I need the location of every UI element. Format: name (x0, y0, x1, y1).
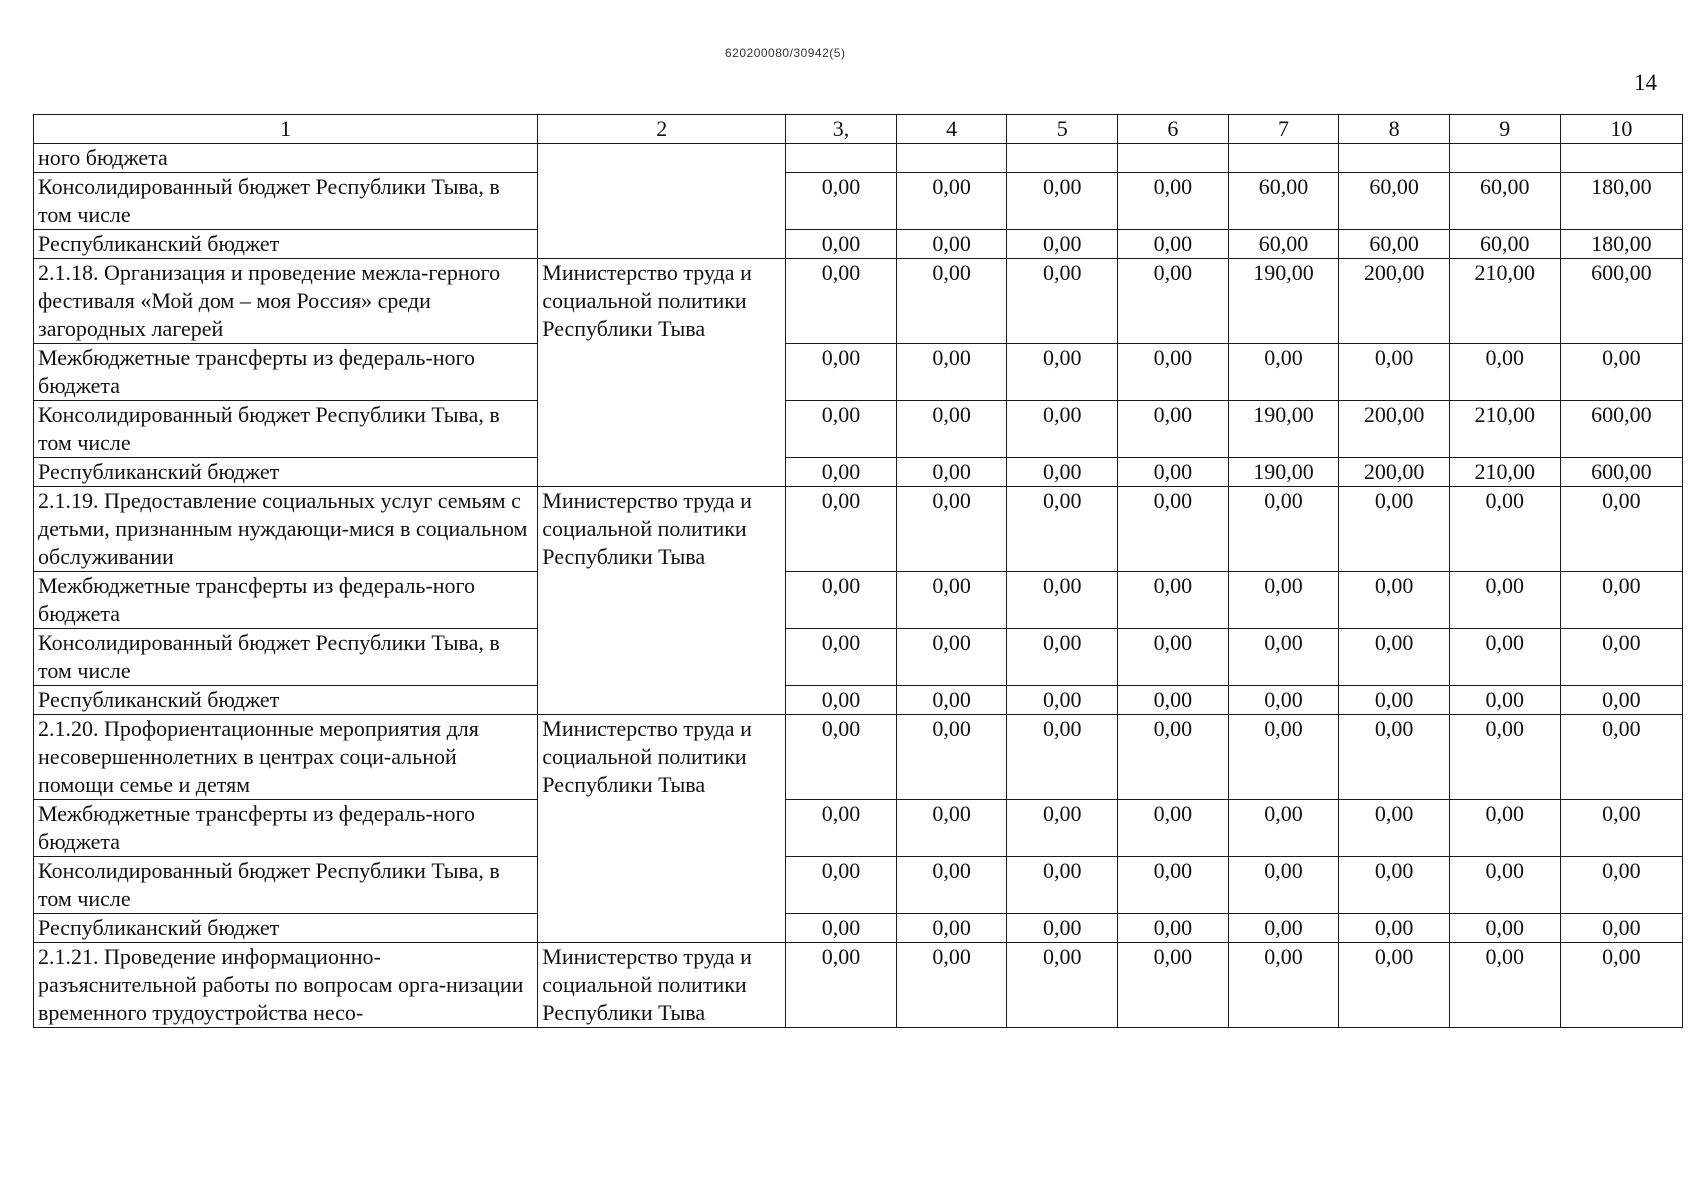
value-cell-col-9: 0,00 (1449, 914, 1560, 943)
value-cell-col-5: 0,00 (1007, 173, 1118, 230)
header-cell-1: 1 (34, 115, 538, 144)
value-cell-col-6: 0,00 (1118, 173, 1229, 230)
row-label: Республиканский бюджет (34, 458, 538, 487)
value-cell-col-8: 200,00 (1339, 259, 1450, 344)
value-cell-col-8: 0,00 (1339, 914, 1450, 943)
value-cell-col-10: 0,00 (1560, 344, 1682, 401)
header-cell-9: 9 (1449, 115, 1560, 144)
value-cell-col-10: 0,00 (1560, 857, 1682, 914)
value-cell-col-3: 0,00 (786, 686, 897, 715)
measure-title: 2.1.21. Проведение информационно-разъяснительной работы по вопросам орга-низации временного трудоустройства несо- (34, 943, 538, 1028)
value-cell-col-5: 0,00 (1007, 401, 1118, 458)
value-cell-col-8: 60,00 (1339, 173, 1450, 230)
value-cell-col-3: 0,00 (786, 572, 897, 629)
value-cell-col-6: 0,00 (1118, 715, 1229, 800)
value-cell-col-9: 0,00 (1449, 487, 1560, 572)
value-cell-col-4: 0,00 (896, 401, 1007, 458)
value-cell-col-5: 0,00 (1007, 914, 1118, 943)
value-cell-col-8: 200,00 (1339, 458, 1450, 487)
value-cell-col-6: 0,00 (1118, 800, 1229, 857)
value-cell-col-9: 0,00 (1449, 686, 1560, 715)
value-cell-col-7: 0,00 (1228, 943, 1339, 1028)
value-cell-col-6: 0,00 (1118, 487, 1229, 572)
value-cell-col-3: 0,00 (786, 344, 897, 401)
value-cell-col-5 (1007, 144, 1118, 173)
value-cell-col-6: 0,00 (1118, 629, 1229, 686)
measure-title: 2.1.20. Профориентационные мероприятия для несовершеннолетних в центрах соци-альной помощи семье и детям (34, 715, 538, 800)
value-cell-col-5: 0,00 (1007, 857, 1118, 914)
value-cell-col-5: 0,00 (1007, 230, 1118, 259)
value-cell-col-5: 0,00 (1007, 458, 1118, 487)
value-cell-col-9: 0,00 (1449, 629, 1560, 686)
value-cell-col-9: 210,00 (1449, 458, 1560, 487)
value-cell-col-3: 0,00 (786, 487, 897, 572)
value-cell-col-7: 190,00 (1228, 458, 1339, 487)
value-cell-col-6: 0,00 (1118, 401, 1229, 458)
value-cell-col-7: 0,00 (1228, 572, 1339, 629)
value-cell-col-9: 60,00 (1449, 230, 1560, 259)
value-cell-col-7 (1228, 144, 1339, 173)
value-cell-col-4: 0,00 (896, 173, 1007, 230)
value-cell-col-7: 0,00 (1228, 857, 1339, 914)
value-cell-col-3: 0,00 (786, 401, 897, 458)
table-row (34, 686, 1683, 715)
value-cell-col-4: 0,00 (896, 800, 1007, 857)
value-cell-col-7: 0,00 (1228, 914, 1339, 943)
value-cell-col-8: 0,00 (1339, 943, 1450, 1028)
value-cell-col-5: 0,00 (1007, 686, 1118, 715)
header-cell-2: 2 (538, 115, 786, 144)
header-cell-4: 4 (896, 115, 1007, 144)
value-cell-col-6: 0,00 (1118, 572, 1229, 629)
value-cell-col-6: 0,00 (1118, 914, 1229, 943)
table-row (34, 715, 1683, 800)
value-cell-col-5: 0,00 (1007, 943, 1118, 1028)
value-cell-col-4: 0,00 (896, 230, 1007, 259)
value-cell-col-10: 0,00 (1560, 715, 1682, 800)
table-row (34, 487, 1683, 572)
value-cell-col-3: 0,00 (786, 715, 897, 800)
row-label: Консолидированный бюджет Республики Тыва, в том числе (34, 401, 538, 458)
value-cell-col-6 (1118, 144, 1229, 173)
value-cell-col-5: 0,00 (1007, 259, 1118, 344)
executor-cell: Министерство труда и социальной политики Республики Тыва (538, 715, 786, 943)
row-label: Межбюджетные трансферты из федераль-ного бюджета (34, 572, 538, 629)
value-cell-col-10 (1560, 144, 1682, 173)
value-cell-col-3: 0,00 (786, 943, 897, 1028)
table-row (34, 800, 1683, 857)
table-row (34, 943, 1683, 1028)
value-cell-col-9: 0,00 (1449, 857, 1560, 914)
table-row (34, 857, 1683, 914)
value-cell-col-10: 600,00 (1560, 401, 1682, 458)
row-label: Консолидированный бюджет Республики Тыва, в том числе (34, 629, 538, 686)
value-cell-col-10: 180,00 (1560, 173, 1682, 230)
value-cell-col-7: 190,00 (1228, 259, 1339, 344)
table-row (34, 259, 1683, 344)
value-cell-col-10: 0,00 (1560, 629, 1682, 686)
table-row (34, 914, 1683, 943)
table-row (34, 144, 1683, 173)
budget-table (33, 114, 1683, 1028)
value-cell-col-4: 0,00 (896, 259, 1007, 344)
table-row (34, 344, 1683, 401)
table-body (34, 115, 1683, 1028)
table-row (34, 572, 1683, 629)
value-cell-col-10: 600,00 (1560, 259, 1682, 344)
table-row (34, 629, 1683, 686)
value-cell-col-10: 0,00 (1560, 800, 1682, 857)
table-row (34, 173, 1683, 230)
value-cell-col-8: 0,00 (1339, 487, 1450, 572)
value-cell-col-8: 0,00 (1339, 800, 1450, 857)
value-cell-col-4: 0,00 (896, 686, 1007, 715)
value-cell-col-3: 0,00 (786, 458, 897, 487)
value-cell-col-7: 0,00 (1228, 487, 1339, 572)
value-cell-col-9: 210,00 (1449, 259, 1560, 344)
value-cell-col-4 (896, 144, 1007, 173)
value-cell-col-6: 0,00 (1118, 259, 1229, 344)
value-cell-col-8: 0,00 (1339, 629, 1450, 686)
value-cell-col-6: 0,00 (1118, 230, 1229, 259)
value-cell-col-3 (786, 144, 897, 173)
value-cell-col-6: 0,00 (1118, 458, 1229, 487)
value-cell-col-3: 0,00 (786, 800, 897, 857)
executor-cell: Министерство труда и социальной политики Республики Тыва (538, 943, 786, 1028)
value-cell-col-8: 0,00 (1339, 572, 1450, 629)
value-cell-col-9: 210,00 (1449, 401, 1560, 458)
value-cell-col-7: 190,00 (1228, 401, 1339, 458)
value-cell-col-4: 0,00 (896, 943, 1007, 1028)
page-number: 14 (1634, 70, 1657, 95)
value-cell-col-7: 60,00 (1228, 173, 1339, 230)
value-cell-col-4: 0,00 (896, 914, 1007, 943)
value-cell-col-10: 0,00 (1560, 686, 1682, 715)
value-cell-col-4: 0,00 (896, 572, 1007, 629)
measure-title: 2.1.18. Организация и проведение межла-герного фестиваля «Мой дом – моя Россия» среди загородных лагерей (34, 259, 538, 344)
value-cell-col-8 (1339, 144, 1450, 173)
row-label: Консолидированный бюджет Республики Тыва, в том числе (34, 857, 538, 914)
value-cell-col-3: 0,00 (786, 914, 897, 943)
value-cell-col-8: 0,00 (1339, 686, 1450, 715)
value-cell-col-7: 0,00 (1228, 715, 1339, 800)
row-label: Республиканский бюджет (34, 686, 538, 715)
value-cell-col-6: 0,00 (1118, 943, 1229, 1028)
value-cell-col-3: 0,00 (786, 173, 897, 230)
value-cell-col-9: 0,00 (1449, 800, 1560, 857)
value-cell-col-9: 0,00 (1449, 943, 1560, 1028)
value-cell-col-8: 0,00 (1339, 715, 1450, 800)
table-row (34, 230, 1683, 259)
header-cell-10: 10 (1560, 115, 1682, 144)
table-row (34, 401, 1683, 458)
value-cell-col-6: 0,00 (1118, 686, 1229, 715)
value-cell-col-10: 0,00 (1560, 943, 1682, 1028)
value-cell-col-5: 0,00 (1007, 800, 1118, 857)
value-cell-col-5: 0,00 (1007, 715, 1118, 800)
value-cell-col-10: 0,00 (1560, 572, 1682, 629)
value-cell-col-4: 0,00 (896, 629, 1007, 686)
header-row (34, 115, 1683, 144)
row-label: Консолидированный бюджет Республики Тыва, в том числе (34, 173, 538, 230)
value-cell-col-4: 0,00 (896, 487, 1007, 572)
value-cell-col-8: 60,00 (1339, 230, 1450, 259)
value-cell-col-7: 0,00 (1228, 629, 1339, 686)
value-cell-col-5: 0,00 (1007, 344, 1118, 401)
value-cell-col-7: 0,00 (1228, 800, 1339, 857)
header-cell-8: 8 (1339, 115, 1450, 144)
value-cell-col-3: 0,00 (786, 259, 897, 344)
value-cell-col-7: 0,00 (1228, 344, 1339, 401)
value-cell-col-8: 200,00 (1339, 401, 1450, 458)
value-cell-col-9: 0,00 (1449, 572, 1560, 629)
value-cell-col-10: 0,00 (1560, 487, 1682, 572)
value-cell-col-4: 0,00 (896, 715, 1007, 800)
value-cell-col-9: 0,00 (1449, 715, 1560, 800)
value-cell-col-7: 60,00 (1228, 230, 1339, 259)
value-cell-col-5: 0,00 (1007, 487, 1118, 572)
value-cell-col-9: 60,00 (1449, 173, 1560, 230)
header-cell-3: 3, (786, 115, 897, 144)
value-cell-col-3: 0,00 (786, 857, 897, 914)
value-cell-col-5: 0,00 (1007, 572, 1118, 629)
value-cell-col-3: 0,00 (786, 629, 897, 686)
header-cell-5: 5 (1007, 115, 1118, 144)
row-label: ного бюджета (34, 144, 538, 173)
value-cell-col-10: 180,00 (1560, 230, 1682, 259)
table-row (34, 458, 1683, 487)
row-label: Межбюджетные трансферты из федераль-ного бюджета (34, 344, 538, 401)
value-cell-col-3: 0,00 (786, 230, 897, 259)
value-cell-col-4: 0,00 (896, 458, 1007, 487)
value-cell-col-9: 0,00 (1449, 344, 1560, 401)
header-cell-7: 7 (1228, 115, 1339, 144)
value-cell-col-10: 0,00 (1560, 914, 1682, 943)
executor-cell (538, 144, 786, 259)
value-cell-col-8: 0,00 (1339, 344, 1450, 401)
value-cell-col-4: 0,00 (896, 344, 1007, 401)
measure-title: 2.1.19. Предоставление социальных услуг семьям с детьми, признанным нуждающи-мися в социальном обслуживании (34, 487, 538, 572)
value-cell-col-5: 0,00 (1007, 629, 1118, 686)
header-cell-6: 6 (1118, 115, 1229, 144)
row-label: Межбюджетные трансферты из федераль-ного бюджета (34, 800, 538, 857)
executor-cell: Министерство труда и социальной политики Республики Тыва (538, 259, 786, 487)
value-cell-col-9 (1449, 144, 1560, 173)
value-cell-col-8: 0,00 (1339, 857, 1450, 914)
value-cell-col-6: 0,00 (1118, 344, 1229, 401)
document-id: 620200080/30942(5) (725, 46, 846, 60)
value-cell-col-10: 600,00 (1560, 458, 1682, 487)
row-label: Республиканский бюджет (34, 914, 538, 943)
value-cell-col-6: 0,00 (1118, 857, 1229, 914)
value-cell-col-7: 0,00 (1228, 686, 1339, 715)
row-label: Республиканский бюджет (34, 230, 538, 259)
executor-cell: Министерство труда и социальной политики Республики Тыва (538, 487, 786, 715)
value-cell-col-4: 0,00 (896, 857, 1007, 914)
